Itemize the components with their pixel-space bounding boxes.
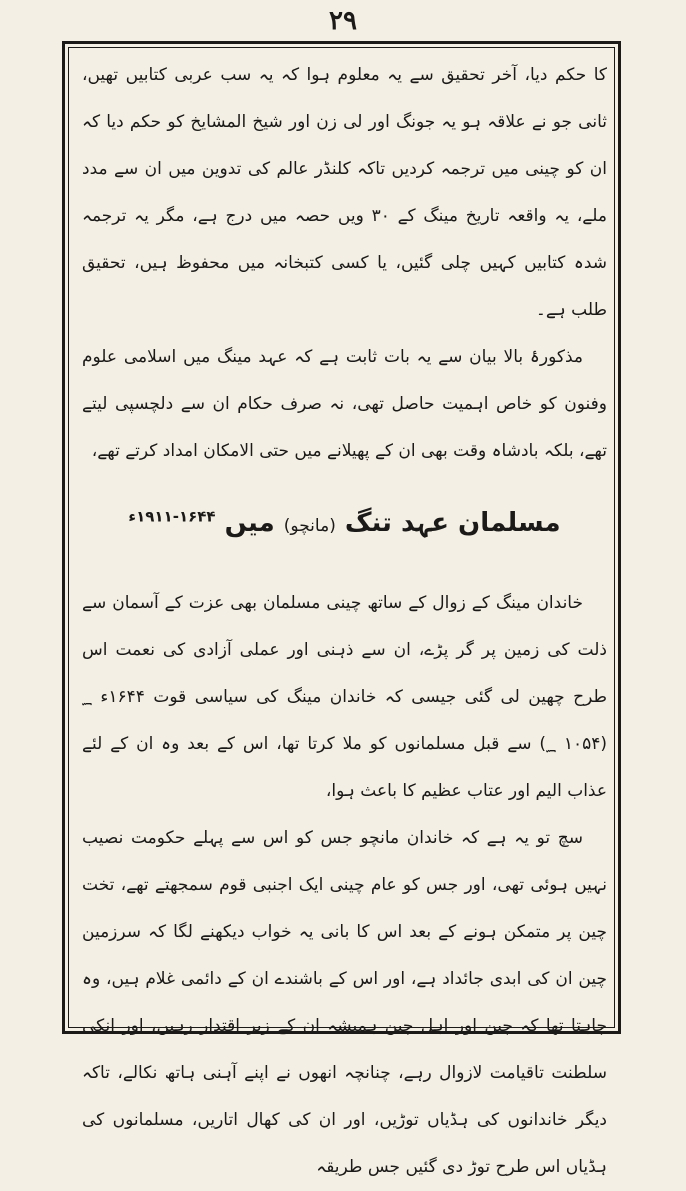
paragraph-2: مذکورۂ بالا بیان سے یہ بات ثابت ہے کہ عہد مینگ میں اسلامی علوم وفنون کو خاص اہمیت حاصل تھی، نہ صرف حکام ان سے دلچسپی لیتے تھے، بلکہ بادشاہ وقت بھی ان کے پھیلانے میں حتی الامکان امداد کرتے تھے، <box>82 347 607 461</box>
page-number: ۲۹ <box>329 6 357 36</box>
heading-main: مسلمان عہد تنگ <box>344 508 561 538</box>
heading-sub: (مانچو) <box>283 516 336 536</box>
page-body <box>82 52 608 1177</box>
section-heading <box>82 503 607 546</box>
heading-years: ۱۶۴۴-۱۹۱۱ء <box>128 507 216 526</box>
paragraph-4: سچ تو یہ ہے کہ خاندان مانچو جس کو اس سے پہلے حکومت نصیب نہیں ہوئی تھی، اور جس کو عام چینی ایک اجنبی قوم سمجھتے تھے، تخت چین پر متمکن ہونے کے بعد اس کا بانی یہ خواب دیکھنے لگا کہ سرزمین چین ان کی ابدی جائداد ہے، اور اس کے باشندے ان کے دائمی غلام ہیں، وہ چاہتا تھا کہ چین اور اہل چین ہمیشہ ان کے زیر اقتدار رہیں، اور انکی سلطنت تاقیامت لازوال رہے، چنانچہ انھوں نے اپنے آہنی ہاتھ نکالے، تاکہ دیگر خاندانوں کی ہڈیاں توڑیں، اور ان کی کھال اتاریں، مسلمانوں کی ہڈیاں اس طرح توڑ دی گئیں جس طریقہ <box>82 828 607 1177</box>
heading-tail: میں <box>224 508 275 538</box>
paragraph-3: خاندان مینگ کے زوال کے ساتھ چینی مسلمان بھی عزت کے آسمان سے ذلت کی زمین پر گر پڑے، ان سے ذہنی اور عملی آزادی کی نعمت اس طرح چھین لی گئی جیسی کہ خاندان مینگ کی سیاسی قوت ۱۶۴۴ء ؁ (۱۰۵۴ ؁) سے قبل مسلمانوں کو ملا کرتا تھا، اس کے بعد وہ ان کے لئے عذاب الیم اور عتاب عظیم کا باعث ہوا، <box>82 593 608 801</box>
paragraph-1: کا حکم دیا، آخر تحقیق سے یہ معلوم ہوا کہ یہ سب عربی کتابیں تھیں، ثانی جو نے علاقہ ہو یہ جونگ اور لی زن اور شیخ المشایخ کو حکم دیا کہ ان کو چینی میں ترجمہ کردیں تاکہ کلنڈر عالم کی تدوین میں ان سے مدد ملے، یہ واقعہ تاریخ مینگ کے ۳۰ ویں حصہ میں درج ہے، مگر یہ ترجمہ شدہ کتابیں کہیں چلی گئیں، یا کسی کتبخانہ میں محفوظ ہیں، تحقیق طلب ہے۔ <box>82 65 607 320</box>
